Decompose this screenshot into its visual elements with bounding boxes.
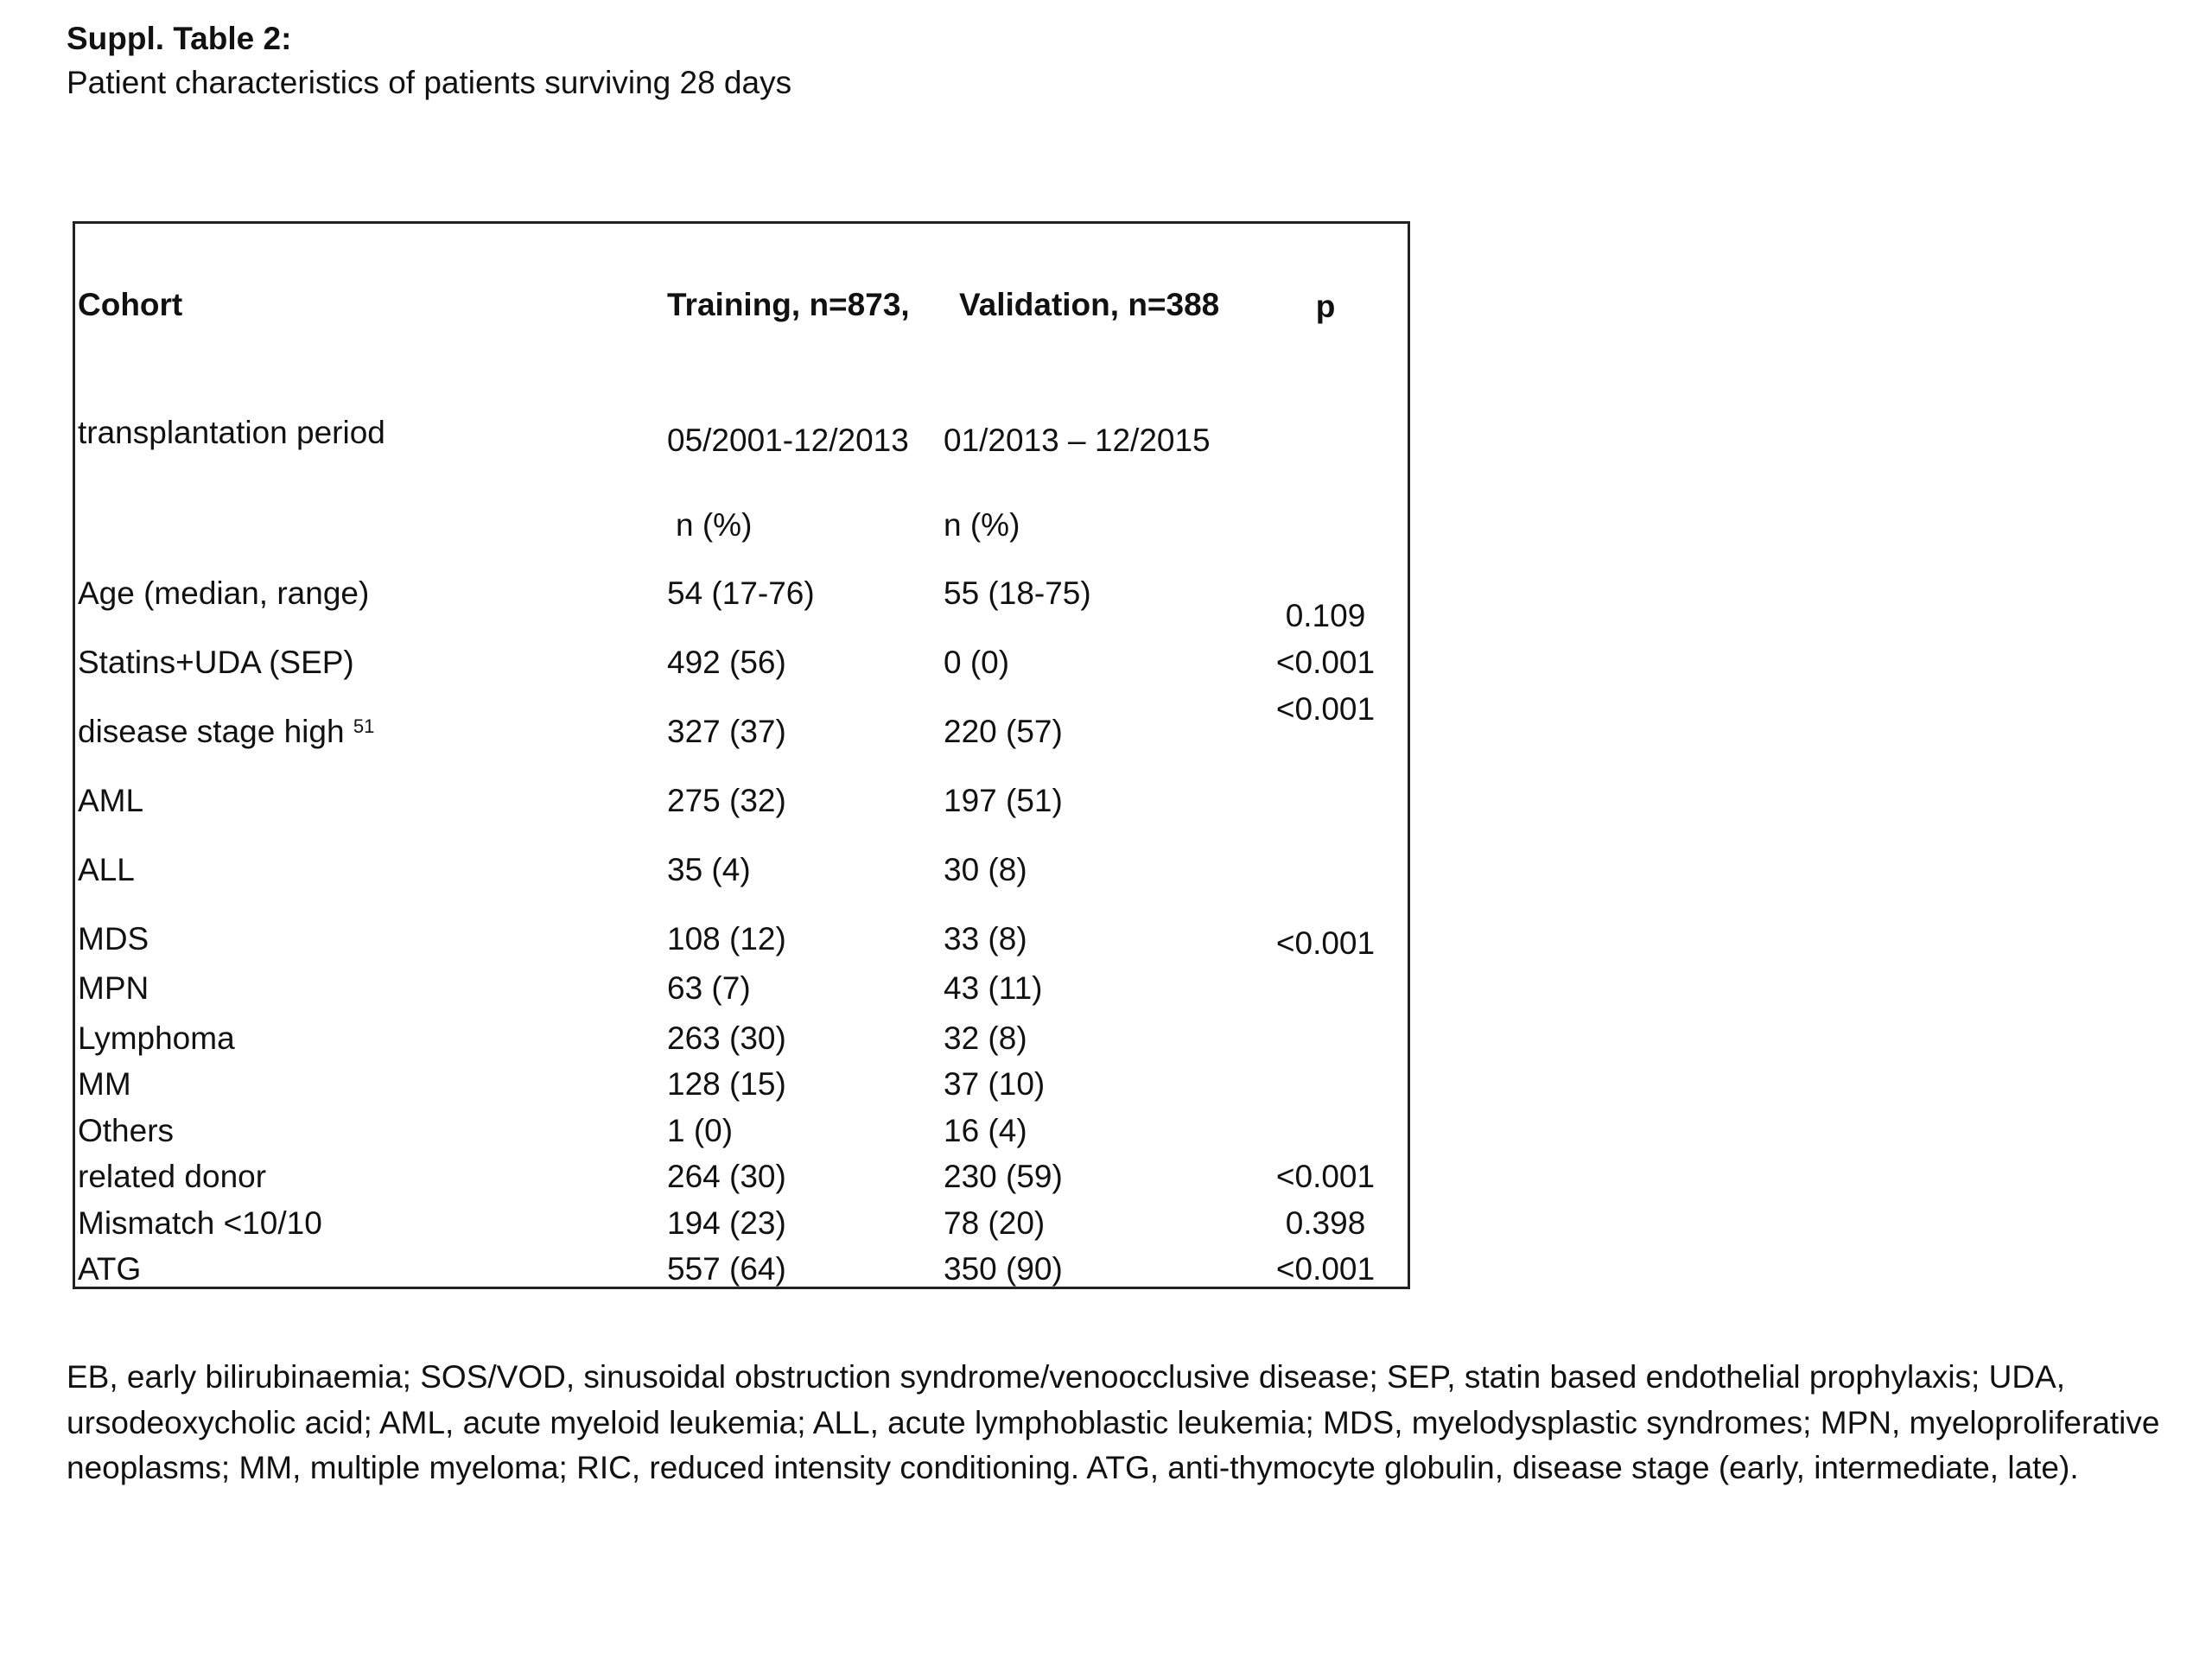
row-training: 1 (0) — [667, 1113, 734, 1148]
row-label: ATG — [78, 1251, 142, 1287]
unit-training: n (%) — [676, 507, 753, 543]
row-label: Age (median, range) — [78, 575, 370, 611]
row-label: Statins+UDA (SEP) — [78, 645, 354, 680]
row-validation: 33 (8) — [944, 921, 1027, 957]
characteristics-table — [73, 221, 1410, 1289]
row-validation: 0 (0) — [944, 645, 1010, 680]
header-training: Training, n=873, — [667, 287, 910, 322]
row-label: ALL — [78, 852, 135, 887]
row-training: 108 (12) — [667, 921, 786, 957]
row-label: AML — [78, 783, 144, 818]
row-label: Others — [78, 1113, 175, 1148]
row-training: 327 (37) — [667, 714, 786, 749]
header-validation: Validation, n=388 — [959, 287, 1220, 322]
p-value-age: 0.109 — [1285, 598, 1366, 633]
p-value-diagnosis: <0.001 — [1275, 925, 1376, 961]
header-p: p — [1315, 289, 1336, 324]
table-subtitle: Patient characteristics of patients surviving 28 days — [67, 65, 792, 100]
header-cohort: Cohort — [78, 287, 183, 322]
row-validation: 32 (8) — [944, 1020, 1027, 1056]
row-validation: 16 (4) — [944, 1113, 1027, 1148]
row-training: 263 (30) — [667, 1020, 786, 1056]
unit-validation: n (%) — [944, 507, 1020, 543]
row-training: 194 (23) — [667, 1205, 786, 1241]
row-training: 557 (64) — [667, 1251, 786, 1287]
row-training: 54 (17-76) — [667, 575, 815, 611]
row-validation: 37 (10) — [944, 1066, 1046, 1102]
row-training: 275 (32) — [667, 783, 786, 818]
row-validation: 55 (18-75) — [944, 575, 1091, 611]
row-validation: 220 (57) — [944, 714, 1063, 749]
row-label: Lymphoma — [78, 1020, 235, 1056]
row-training: 264 (30) — [667, 1159, 786, 1194]
row-training: 35 (4) — [667, 852, 751, 887]
period-training: 05/2001-12/2013 — [667, 423, 909, 458]
row-validation: 230 (59) — [944, 1159, 1063, 1194]
p-value-mismatch: 0.398 — [1285, 1205, 1366, 1241]
row-validation: 197 (51) — [944, 783, 1063, 818]
row-label: MPN — [78, 970, 149, 1006]
row-label: Mismatch <10/10 — [78, 1205, 322, 1241]
row-training: 492 (56) — [667, 645, 786, 680]
p-value-related-donor: <0.001 — [1275, 1159, 1376, 1194]
row-label: MDS — [78, 921, 149, 957]
row-label: disease stage high $^{51}$ — [78, 714, 375, 749]
row-training: 128 (15) — [667, 1066, 786, 1102]
row-training: 63 (7) — [667, 970, 751, 1006]
table-title: Suppl. Table 2: — [67, 21, 292, 56]
table-footnote: EB, early bilirubinaemia; SOS/VOD, sinusoidal obstruction syndrome/venoocclusive disease; SEP, statin based endothelial prophylaxis; UDA, ursodeoxycholic acid; AML, acute myeloid leukemia; ALL, acute lymphoblastic leukemia; MDS, myelodysplastic syndromes; MPN, myeloproliferative neoplasms; MM, multiple myeloma; RIC, reduced intensity conditioning. ATG, anti-thymocyte globulin, disease stage (early, intermediate, late). — [67, 1359, 2160, 1485]
p-value-disease-stage: <0.001 — [1275, 691, 1376, 727]
p-value-atg: <0.001 — [1275, 1251, 1376, 1287]
row-validation: 30 (8) — [944, 852, 1027, 887]
row-validation: 43 (11) — [944, 970, 1043, 1006]
period-label: transplantation period — [78, 415, 385, 450]
row-validation: 350 (90) — [944, 1251, 1063, 1287]
period-validation: 01/2013 – 12/2015 — [944, 423, 1211, 458]
p-value-statins: <0.001 — [1275, 645, 1376, 680]
row-label: MM — [78, 1066, 131, 1102]
row-label-superscript: 51 — [353, 715, 375, 737]
row-label: related donor — [78, 1159, 267, 1194]
row-validation: 78 (20) — [944, 1205, 1046, 1241]
